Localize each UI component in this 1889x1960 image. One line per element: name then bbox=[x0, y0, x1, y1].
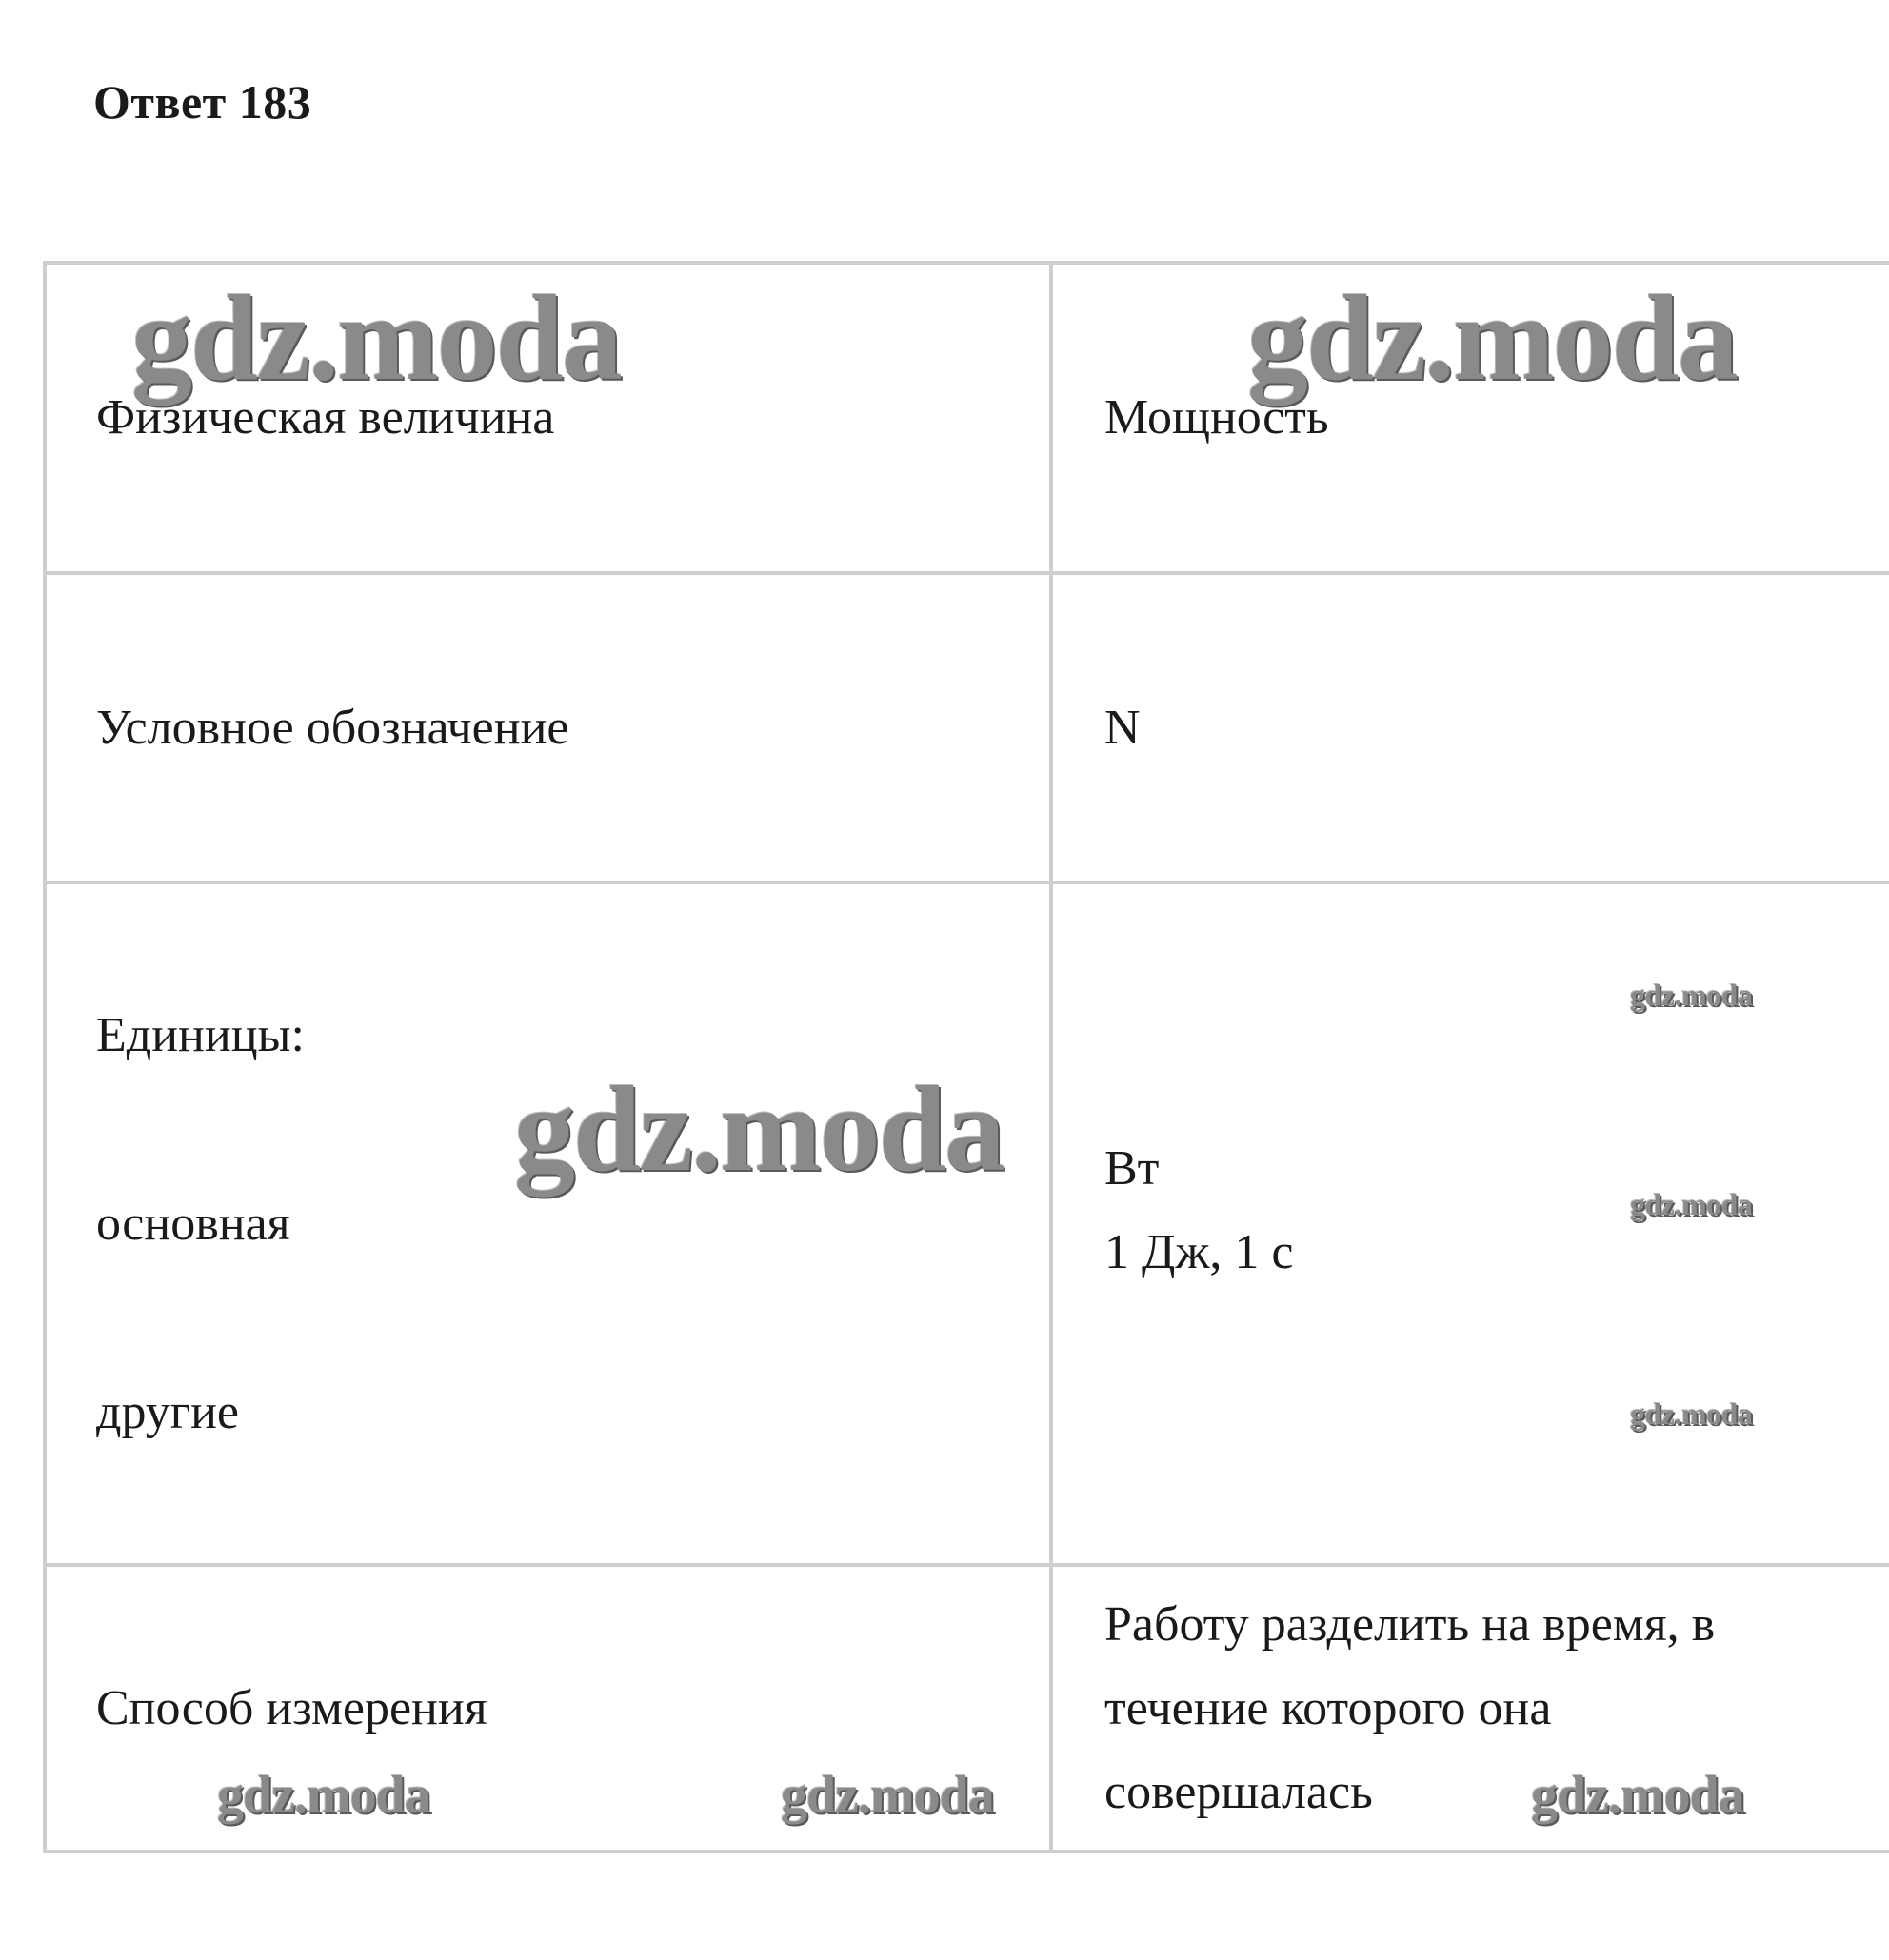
row-label-method bbox=[45, 1565, 1051, 1851]
units-main-value: Вт bbox=[1104, 1140, 1160, 1196]
watermark: gdz.moda bbox=[1630, 978, 1753, 1012]
table-row bbox=[45, 263, 1889, 573]
table-row bbox=[45, 1565, 1889, 1851]
units-other-label: другие bbox=[96, 1384, 240, 1439]
watermark: gdz.moda bbox=[217, 1766, 430, 1825]
symbol-value: N bbox=[1104, 700, 1141, 755]
quantity-label: Физическая величина bbox=[96, 390, 555, 445]
units-label: Единицы: bbox=[96, 1007, 305, 1062]
watermark: gdz.moda bbox=[1247, 270, 1737, 406]
watermark: gdz.moda bbox=[781, 1766, 994, 1825]
method-value-line: Работу разделить на время, в bbox=[1104, 1596, 1716, 1652]
watermark: gdz.moda bbox=[1630, 1187, 1753, 1221]
method-label: Способ измерения bbox=[96, 1680, 487, 1735]
table-row bbox=[45, 882, 1889, 1565]
page-title: Ответ 183 bbox=[93, 75, 312, 129]
method-value-line: совершалась bbox=[1104, 1764, 1373, 1819]
row-label-symbol bbox=[45, 573, 1051, 882]
row-value-symbol bbox=[1051, 573, 1889, 882]
symbol-label: Условное обозначение bbox=[96, 700, 569, 755]
row-label-units bbox=[45, 882, 1051, 1565]
table-row bbox=[45, 573, 1889, 882]
units-other-value: 1 Дж, 1 с bbox=[1104, 1224, 1294, 1279]
watermark: gdz.moda bbox=[131, 270, 621, 406]
row-label-quantity bbox=[45, 263, 1051, 573]
watermark: gdz.moda bbox=[1531, 1766, 1744, 1825]
watermark: gdz.moda bbox=[1630, 1396, 1753, 1431]
quantity-value: Мощность bbox=[1104, 390, 1329, 445]
row-value-units bbox=[1051, 882, 1889, 1565]
units-main-label: основная bbox=[96, 1196, 290, 1251]
row-value-quantity bbox=[1051, 263, 1889, 573]
answer-table bbox=[43, 261, 1889, 1853]
method-value-line: течение которого она bbox=[1104, 1680, 1552, 1735]
watermark: gdz.moda bbox=[514, 1061, 1004, 1197]
row-value-method bbox=[1051, 1565, 1889, 1851]
